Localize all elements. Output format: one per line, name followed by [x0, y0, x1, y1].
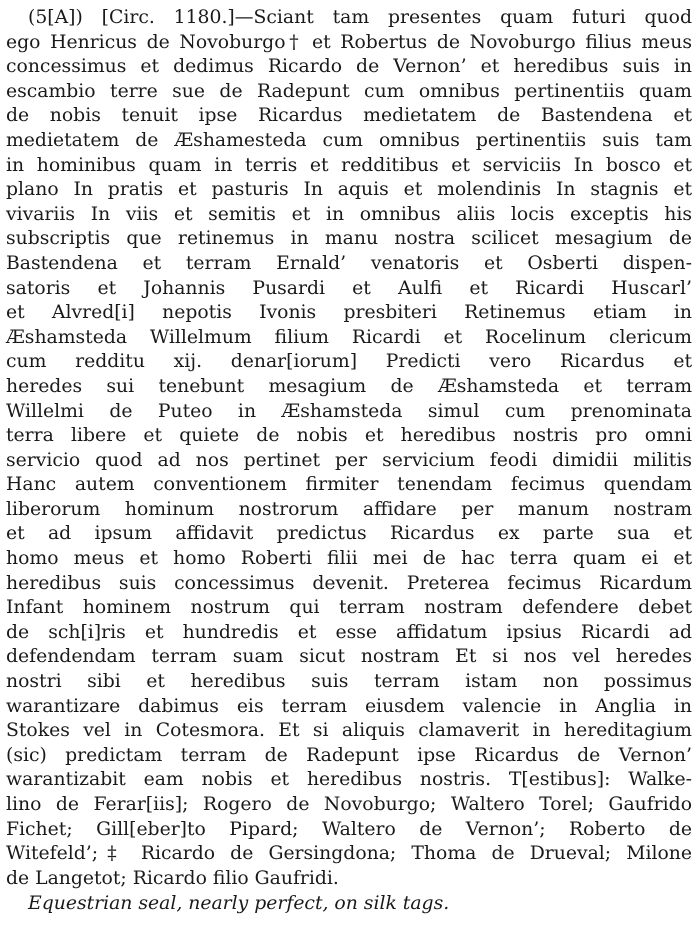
charter-line: Hanc autem conventionem firmiter tenendam fecimus quendam — [6, 474, 692, 496]
charter-line: subscriptis que retinemus in manu nostra scilicet mesagium de — [6, 228, 692, 250]
charter-text — [6, 6, 692, 891]
charter-line: ego Henricus de Novoburgo† et Robertus de Novoburgo filius meus — [6, 31, 692, 53]
charter-line: medietatem de Æshamesteda cum omnibus pertinentiis suis tam — [6, 129, 692, 151]
charter-line: Fichet; Gill[eber]to Pipard; Waltero de Vernon’; Roberto de — [6, 818, 692, 840]
charter-line: Infant hominem nostrum qui terram nostram defendere debet — [6, 597, 692, 619]
seal-note: Equestrian seal, nearly perfect, on silk tags. — [28, 893, 450, 915]
charter-line: homo meus et homo Roberti filii mei de hac terra quam ei et — [6, 548, 692, 570]
charter-line: servicio quod ad nos pertinet per servicium feodi dimidii militis — [6, 449, 692, 471]
charter-line: de nobis tenuit ipse Ricardus medietatem de Bastendena et — [6, 105, 692, 127]
charter-line: warantizare dabimus eis terram eiusdem valencie in Anglia in — [6, 695, 692, 717]
charter-line: nostri sibi et heredibus suis terram istam non possimus — [6, 671, 692, 693]
charter-line: escambio terre sue de Radepunt cum omnibus pertinentiis quam — [6, 80, 692, 102]
charter-line: Witefeld’;‡ Ricardo de Gersingdona; Thoma de Drueval; Milone — [6, 843, 692, 865]
charter-line: et ad ipsum affidavit predictus Ricardus ex parte sua et — [6, 523, 692, 545]
charter-line: Bastendena et terram Ernald’ venatoris et Osberti dispen- — [6, 252, 692, 274]
charter-line: (5[A]) [Circ. 1180.]—Sciant tam presentes quam futuri quod — [28, 7, 692, 28]
charter-line: defendendam terram suam sicut nostram Et si nos vel heredes — [6, 646, 692, 668]
charter-line: vivariis In viis et semitis et in omnibus aliis locis exceptis his — [6, 203, 692, 225]
charter-line: heredes sui tenebunt mesagium de Æshamsteda et terram — [6, 375, 692, 397]
charter-line: de sch[i]ris et hundredis et esse affidatum ipsius Ricardi ad — [6, 621, 692, 643]
charter-line: heredibus suis concessimus devenit. Preterea fecimus Ricardum — [6, 572, 692, 594]
charter-line: et Alvred[i] nepotis Ivonis presbiteri Retinemus etiam in — [6, 302, 692, 324]
charter-line: warantizabit eam nobis et heredibus nostris. T[estibus]: Walke- — [6, 769, 692, 791]
charter-line: liberorum hominum nostrorum affidare per manum nostram — [6, 498, 692, 520]
charter-line: Stokes vel in Cotesmora. Et si aliquis clamaverit in hereditagium — [6, 720, 692, 742]
charter-line: plano In pratis et pasturis In aquis et molendinis In stagnis et — [6, 179, 692, 201]
charter-line: (sic) predictam terram de Radepunt ipse Ricardus de Vernon’ — [6, 744, 692, 766]
charter-line: terra libere et quiete de nobis et heredibus nostris pro omni — [6, 425, 692, 447]
charter-line: satoris et Johannis Pusardi et Aulfi et Ricardi Huscarl’ — [6, 277, 692, 299]
charter-line: lino de Ferar[iis]; Rogero de Novoburgo; Waltero Torel; Gaufrido — [6, 794, 692, 815]
charter-line: Æshamsteda Willelmum filium Ricardi et Rocelinum clericum — [6, 326, 692, 348]
charter-line: concessimus et dedimus Ricardo de Vernon’ et heredibus suis in — [6, 56, 692, 78]
charter-line: Willelmi de Puteo in Æshamsteda simul cum prenominata — [6, 400, 692, 422]
charter-line: de Langetot; Ricardo filio Gaufridi. — [6, 867, 339, 889]
charter-line: in hominibus quam in terris et redditibus et serviciis In bosco et — [6, 154, 692, 176]
charter-line: cum redditu xij. denar[iorum] Predicti vero Ricardus et — [6, 351, 692, 373]
